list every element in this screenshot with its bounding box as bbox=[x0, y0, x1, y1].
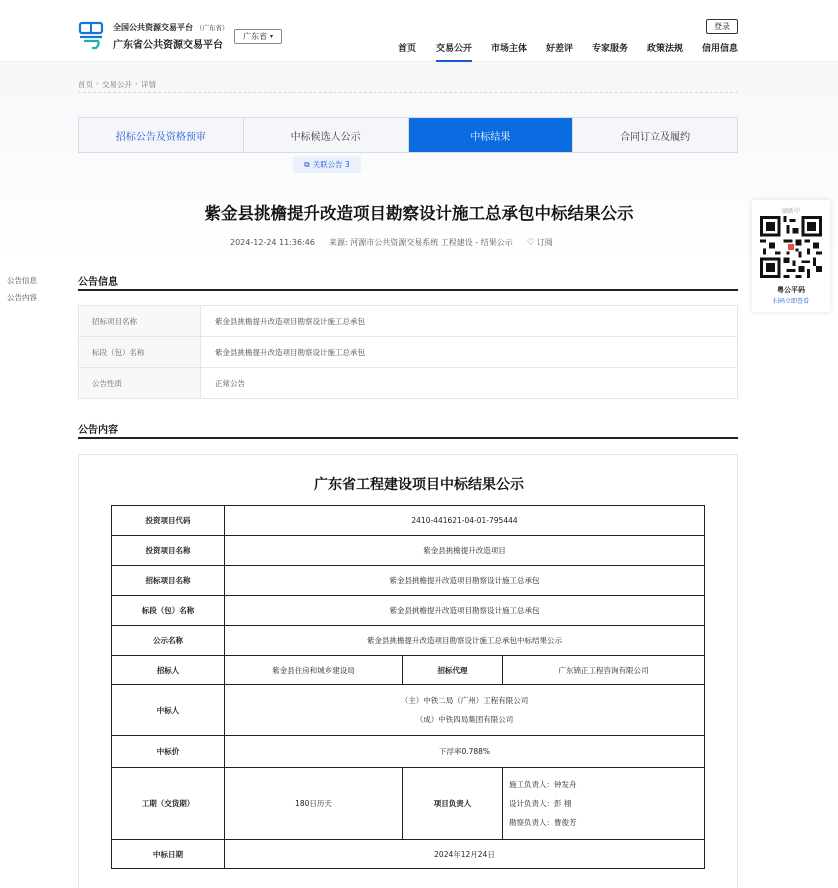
table-row bbox=[112, 506, 705, 536]
cell-value: 紫金县挑檐提升改造项目勘察设计施工总承包 bbox=[225, 596, 705, 626]
cell-label: 项目负责人 bbox=[403, 768, 503, 840]
table-row bbox=[112, 736, 705, 768]
related-notices-button[interactable] bbox=[293, 156, 361, 173]
cell-label: 中标人 bbox=[112, 685, 225, 736]
info-value: 紫金县挑檐提升改造项目勘察设计施工总承包 bbox=[201, 306, 738, 337]
manager-line: 设计负责人：彭 栩 bbox=[509, 799, 572, 808]
breadcrumb-current: 详情 bbox=[141, 80, 156, 89]
breadcrumb-home[interactable]: 首页 bbox=[78, 80, 93, 89]
cell-value bbox=[225, 685, 705, 736]
tab-award-result[interactable]: 中标结果 bbox=[409, 118, 574, 152]
qr-status: 刷新中 bbox=[781, 208, 800, 215]
stage-tabs bbox=[78, 117, 738, 153]
publish-datetime: 2024-12-24 11:36:46 bbox=[230, 238, 315, 247]
subscribe-button[interactable] bbox=[527, 237, 553, 248]
cell-label: 投资项目名称 bbox=[112, 536, 225, 566]
nav-policies[interactable]: 政策法规 bbox=[647, 44, 684, 54]
cell-value: 下浮率0.788% bbox=[225, 736, 705, 768]
cell-value: 180日历天 bbox=[225, 768, 403, 840]
cell-label: 中标日期 bbox=[112, 840, 225, 869]
logo-icon[interactable] bbox=[78, 20, 104, 50]
table-row bbox=[112, 685, 705, 736]
cell-value: 2024年12月24日 bbox=[225, 840, 705, 869]
breadcrumb-separator: › bbox=[96, 79, 99, 88]
cell-value: 广东锦正工程咨询有限公司 bbox=[503, 656, 705, 685]
section-heading-content: 公告内容 bbox=[78, 421, 738, 439]
document-title: 广东省工程建设项目中标结果公示 bbox=[314, 477, 524, 493]
tab-contract[interactable]: 合同订立及履约 bbox=[620, 131, 691, 143]
cell-label: 公示名称 bbox=[112, 626, 225, 656]
login-button[interactable]: 登录 bbox=[706, 19, 738, 34]
table-row bbox=[112, 840, 705, 869]
cell-label: 招标人 bbox=[112, 656, 225, 685]
info-table bbox=[78, 305, 738, 399]
nav-trading-public[interactable]: 交易公开 bbox=[436, 41, 472, 54]
info-key: 标段（包）名称 bbox=[79, 337, 201, 368]
region-label: 广东省 bbox=[242, 32, 267, 41]
anchor-notice-info[interactable]: 公告信息 bbox=[7, 276, 37, 285]
qr-code-panel bbox=[752, 200, 830, 312]
cell-value: 紫金县挑檐提升改造项目勘察设计施工总承包 bbox=[225, 566, 705, 596]
related-notices-label: 关联公告 3 bbox=[312, 160, 350, 169]
qr-hint-link[interactable]: 扫码立即查看 bbox=[772, 298, 809, 305]
subscribe-label: 订阅 bbox=[536, 238, 553, 247]
logo-line2: 广东省公共资源交易平台 bbox=[113, 40, 223, 51]
info-value: 正常公告 bbox=[201, 368, 738, 399]
notice-meta bbox=[230, 237, 553, 248]
winner-line: （主）中铁二局（广州）工程有限公司 bbox=[400, 696, 529, 705]
tab-tender-notice[interactable]: 招标公告及资格预审 bbox=[79, 118, 244, 152]
table-row bbox=[112, 536, 705, 566]
cell-label: 标段（包）名称 bbox=[112, 596, 225, 626]
table-row bbox=[79, 368, 738, 399]
tab-candidates[interactable]: 中标候选人公示 bbox=[244, 118, 409, 152]
nav-expert-services[interactable]: 专家服务 bbox=[592, 44, 629, 54]
manager-line: 施工负责人：钟发舟 bbox=[509, 780, 577, 789]
qr-name: 粤公平码 bbox=[777, 286, 805, 294]
qr-code-icon[interactable] bbox=[760, 216, 822, 278]
breadcrumb-separator: › bbox=[135, 79, 138, 88]
table-row bbox=[79, 306, 738, 337]
nav-home[interactable]: 首页 bbox=[398, 44, 417, 54]
breadcrumb bbox=[78, 79, 738, 93]
table-row bbox=[112, 656, 705, 685]
site-header bbox=[0, 0, 838, 62]
table-row bbox=[112, 596, 705, 626]
cell-value bbox=[503, 768, 705, 840]
winner-line: （成）中铁四局集团有限公司 bbox=[415, 715, 514, 724]
cell-label: 招标代理 bbox=[403, 656, 503, 685]
table-row bbox=[79, 337, 738, 368]
logo-line1-text: 全国公共资源交易平台 bbox=[113, 23, 193, 32]
nav-market-entities[interactable]: 市场主体 bbox=[491, 44, 528, 54]
nav-rating[interactable]: 好差评 bbox=[546, 44, 574, 54]
cell-value: 紫金县住房和城乡建设局 bbox=[225, 656, 403, 685]
region-select[interactable] bbox=[234, 29, 282, 44]
award-table bbox=[111, 505, 705, 869]
cell-label: 工期（交货期） bbox=[112, 768, 225, 840]
chevron-down-icon: ▾ bbox=[269, 33, 273, 40]
nav-credit[interactable]: 信用信息 bbox=[702, 44, 739, 54]
cell-label: 投资项目代码 bbox=[112, 506, 225, 536]
anchor-notice-content[interactable]: 公告内容 bbox=[7, 293, 37, 302]
page-title: 紫金县挑檐提升改造项目勘察设计施工总承包中标结果公示 bbox=[204, 204, 634, 223]
breadcrumb-trading[interactable]: 交易公开 bbox=[102, 80, 132, 89]
link-icon: ⧉ bbox=[304, 159, 310, 169]
manager-line: 勘察负责人：曹俊芳 bbox=[509, 818, 577, 827]
cell-value: 紫金县挑檐提升改造项目 bbox=[225, 536, 705, 566]
heart-icon: ♡ bbox=[526, 237, 535, 248]
cell-label: 招标项目名称 bbox=[112, 566, 225, 596]
info-key: 招标项目名称 bbox=[79, 306, 201, 337]
cell-value: 紫金县挑檐提升改造项目勘察设计施工总承包中标结果公示 bbox=[225, 626, 705, 656]
table-row bbox=[112, 566, 705, 596]
table-row bbox=[112, 768, 705, 840]
section-heading-info: 公告信息 bbox=[78, 273, 738, 291]
notice-source: 来源: 河源市公共资源交易系统 工程建设 - 结果公示 bbox=[328, 238, 513, 247]
cell-value: 2410-441621-04-01-795444 bbox=[225, 506, 705, 536]
cell-label: 中标价 bbox=[112, 736, 225, 768]
logo-line1-suffix: （广东省） bbox=[196, 24, 229, 32]
info-value: 紫金县挑檐提升改造项目勘察设计施工总承包 bbox=[201, 337, 738, 368]
table-row bbox=[112, 626, 705, 656]
info-key: 公告性质 bbox=[79, 368, 201, 399]
logo-line1 bbox=[113, 22, 229, 33]
